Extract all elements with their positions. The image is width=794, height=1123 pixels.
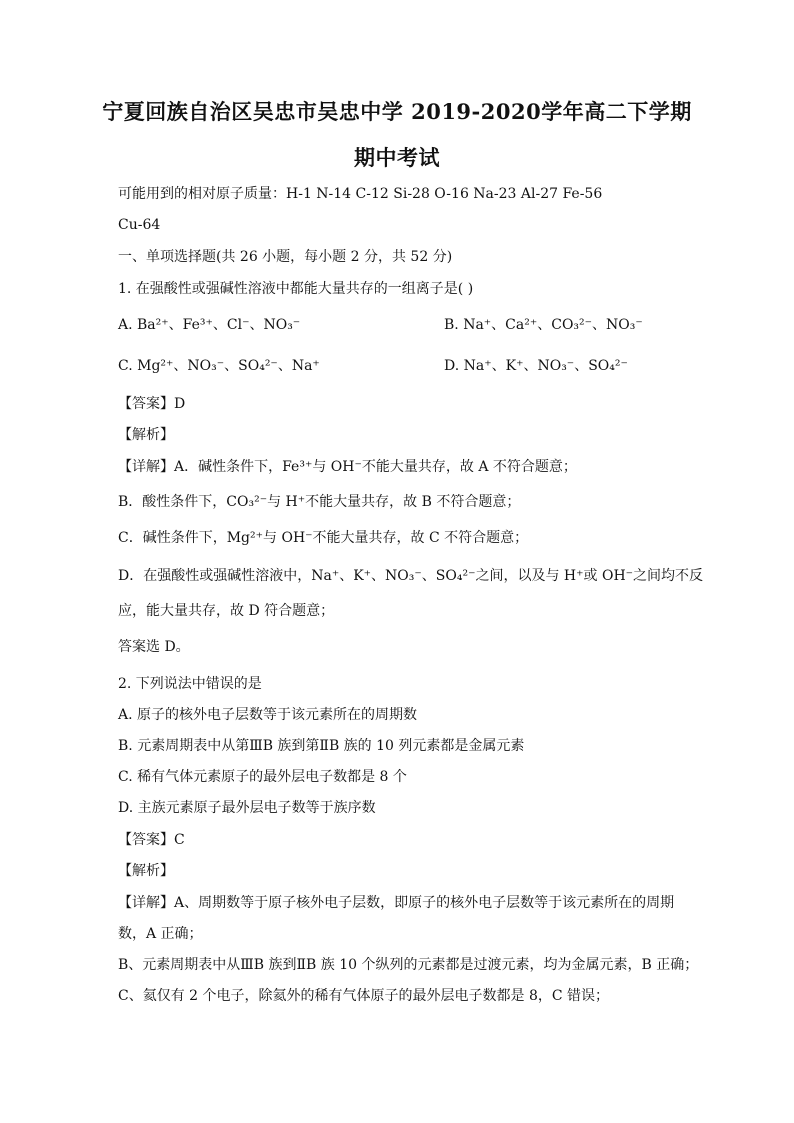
- q1-conclusion: 答案选 D。: [118, 639, 190, 655]
- q1-option-c: C. Mg²⁺、NO₃⁻、SO₄²⁻、Na⁺: [118, 358, 320, 374]
- q2-answer: 【答案】C: [118, 832, 185, 848]
- section-heading: 一、单项选择题(共 26 小题，每小题 2 分，共 52 分): [118, 249, 453, 265]
- q1-stem: 1. 在强酸性或强碱性溶液中都能大量共存的一组离子是( ): [118, 281, 474, 297]
- q1-detail-1: 【详解】A．碱性条件下，Fe³⁺与 OH⁻不能大量共存，故 A 不符合题意；: [118, 459, 577, 475]
- q1-option-d: D. Na⁺、K⁺、NO₃⁻、SO₄²⁻: [444, 358, 628, 374]
- q1-option-b: B. Na⁺、Ca²⁺、CO₃²⁻、NO₃⁻: [444, 317, 643, 333]
- q2-option-b: B. 元素周期表中从第ⅢB 族到第ⅡB 族的 10 列元素都是金属元素: [118, 738, 525, 754]
- q1-detail-2: B．酸性条件下，CO₃²⁻与 H⁺不能大量共存，故 B 不符合题意；: [118, 494, 521, 510]
- q1-detail-3: C．碱性条件下，Mg²⁺与 OH⁻不能大量共存，故 C 不符合题意；: [118, 530, 529, 546]
- q2-option-a: A. 原子的核外电子层数等于该元素所在的周期数: [118, 707, 418, 723]
- q2-option-c: C. 稀有气体元素原子的最外层电子数都是 8 个: [118, 769, 407, 785]
- q2-option-d: D. 主族元素原子最外层电子数等于族序数: [118, 800, 376, 816]
- page-title-line1: 宁夏回族自治区吴忠市吴忠中学 2019-2020学年高二下学期: [102, 99, 692, 124]
- q1-analysis-label: 【解析】: [118, 427, 174, 443]
- q2-detail-1: 【详解】A、周期数等于原子核外电子层数，即原子的核外电子层数等于该元素所在的周期: [118, 895, 675, 911]
- q2-stem: 2. 下列说法中错误的是: [118, 676, 262, 692]
- q2-detail-4: C、氦仅有 2 个电子，除氦外的稀有气体原子的最外层电子数都是 8，C 错误；: [118, 988, 610, 1004]
- page-title-line2: 期中考试: [354, 145, 440, 170]
- q2-detail-3: B、元素周期表中从ⅢB 族到ⅡB 族 10 个纵列的元素都是过渡元素，均为金属元素，B 正确；: [118, 957, 699, 973]
- q1-detail-4: D．在强酸性或强碱性溶液中，Na⁺、K⁺、NO₃⁻、SO₄²⁻之间，以及与 H⁺或 OH⁻之间均不反: [118, 568, 704, 584]
- q2-analysis-label: 【解析】: [118, 863, 174, 879]
- q1-answer: 【答案】D: [118, 396, 186, 412]
- atomic-mass-line1: 可能用到的相对原子质量：H-1 N-14 C-12 Si-28 O-16 Na-23 Al-27 Fe-56: [118, 186, 603, 202]
- q1-detail-5: 应，能大量共存，故 D 符合题意；: [118, 603, 335, 619]
- atomic-mass-line2: Cu-64: [118, 217, 161, 233]
- q1-option-a: A. Ba²⁺、Fe³⁺、Cl⁻、NO₃⁻: [118, 317, 301, 333]
- q2-detail-2: 数，A 正确；: [118, 926, 203, 942]
